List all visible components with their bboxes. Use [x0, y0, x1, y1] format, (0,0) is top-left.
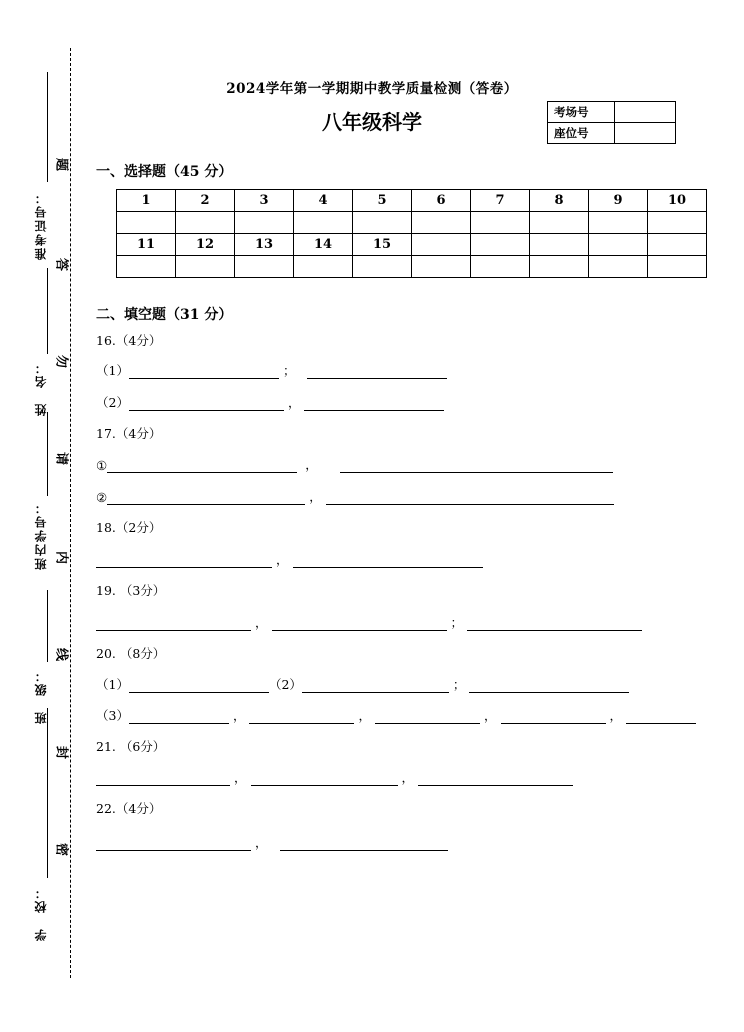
separator: ； — [450, 615, 464, 630]
circled-number: ① — [96, 458, 108, 473]
answer-blank[interactable] — [96, 771, 230, 786]
separator: ； — [282, 363, 296, 378]
name-field[interactable] — [47, 268, 48, 354]
class-field[interactable] — [47, 590, 48, 662]
separator: ， — [287, 395, 301, 410]
binding-dashed-line — [70, 48, 71, 978]
answer-cell[interactable] — [353, 256, 412, 278]
question-20-row-1 — [96, 675, 629, 693]
answer-blank[interactable] — [340, 458, 613, 473]
separator: ， — [255, 615, 268, 630]
question-number: 7 — [471, 190, 530, 212]
question-number: 9 — [589, 190, 648, 212]
answer-grid — [116, 189, 707, 278]
answer-cell[interactable] — [589, 212, 648, 234]
question-number — [412, 234, 471, 256]
name-label: 姓 名： — [34, 360, 48, 416]
answer-blank[interactable] — [307, 364, 447, 379]
exam-title: 2024学年第一学期期中教学质量检测（答卷） — [226, 81, 518, 97]
answer-blank[interactable] — [501, 709, 606, 724]
answer-cell[interactable] — [530, 256, 589, 278]
answer-blank[interactable] — [418, 771, 573, 786]
part-label: （3） — [96, 708, 129, 723]
school-field[interactable] — [47, 708, 48, 878]
answer-blank[interactable] — [249, 709, 354, 724]
question-17-row-1 — [96, 455, 613, 473]
answer-cell[interactable] — [648, 212, 707, 234]
separator: ， — [305, 457, 318, 472]
question-19-header: 19. （3分） — [96, 583, 166, 598]
separator: ， — [483, 708, 497, 723]
answer-cell[interactable] — [294, 256, 353, 278]
answer-blank[interactable] — [96, 616, 251, 631]
answer-blank[interactable] — [469, 678, 629, 693]
question-number: 10 — [648, 190, 707, 212]
answer-blank[interactable] — [251, 771, 398, 786]
answer-blank[interactable] — [129, 364, 279, 379]
answer-blank[interactable] — [293, 553, 483, 568]
room-number-label: 考场号 — [548, 102, 615, 123]
question-number: 15 — [353, 234, 412, 256]
separator: ， — [358, 708, 371, 723]
part-label: （2） — [96, 395, 129, 410]
question-18-row — [96, 550, 483, 568]
answer-blank[interactable] — [107, 458, 297, 473]
question-number: 14 — [294, 234, 353, 256]
subject-title: 八年级科学 — [322, 110, 422, 134]
seat-number-label: 座位号 — [548, 123, 615, 144]
answer-blank[interactable] — [129, 678, 269, 693]
question-20-header: 20. （8分） — [96, 646, 166, 661]
separator: ， — [401, 770, 415, 785]
answer-cell[interactable] — [294, 212, 353, 234]
class-label: 班 级： — [34, 668, 48, 724]
answer-cell[interactable] — [353, 212, 412, 234]
seal-word: 答 — [53, 257, 69, 271]
seal-word: 线 — [53, 647, 69, 661]
answer-blank[interactable] — [326, 490, 614, 505]
question-21-row — [96, 768, 573, 786]
question-number — [471, 234, 530, 256]
question-16-header: 16.（4分） — [96, 333, 162, 348]
answer-cell[interactable] — [412, 212, 471, 234]
section-multiple-choice-title: 一、选择题（45 分） — [96, 164, 233, 180]
answer-blank[interactable] — [107, 490, 305, 505]
admission-number-label: 准考证号： — [34, 190, 48, 260]
answer-cell[interactable] — [412, 256, 471, 278]
answer-cell[interactable] — [235, 212, 294, 234]
question-number: 1 — [117, 190, 176, 212]
seal-word: 勿 — [53, 354, 69, 368]
answer-cell[interactable] — [176, 212, 235, 234]
question-number: 11 — [117, 234, 176, 256]
separator: ； — [452, 677, 466, 692]
separator: ， — [232, 708, 246, 723]
question-number — [648, 234, 707, 256]
answer-blank[interactable] — [302, 678, 449, 693]
part-label: （2） — [268, 677, 302, 692]
answer-cell[interactable] — [648, 256, 707, 278]
answer-blank[interactable] — [626, 709, 696, 724]
question-number: 6 — [412, 190, 471, 212]
seal-word: 请 — [53, 451, 69, 465]
question-16-row-2 — [96, 393, 444, 411]
seal-word: 题 — [53, 157, 69, 171]
seal-word: 封 — [53, 745, 69, 759]
question-number: 4 — [294, 190, 353, 212]
answer-blank[interactable] — [280, 836, 448, 851]
seal-word: 内 — [53, 550, 69, 564]
separator: ， — [255, 835, 268, 850]
class-number-label: 班内学号： — [34, 500, 48, 570]
answer-cell[interactable] — [176, 256, 235, 278]
answer-cell[interactable] — [589, 256, 648, 278]
circled-number: ② — [96, 490, 108, 505]
question-19-row — [96, 613, 642, 631]
question-number: 3 — [235, 190, 294, 212]
answer-blank[interactable] — [304, 396, 444, 411]
answer-cell[interactable] — [471, 256, 530, 278]
answer-cell[interactable] — [471, 212, 530, 234]
question-number — [589, 234, 648, 256]
question-22-row — [96, 833, 448, 851]
answer-cell[interactable] — [235, 256, 294, 278]
question-number: 5 — [353, 190, 412, 212]
answer-blank[interactable] — [129, 396, 284, 411]
answer-cell[interactable] — [530, 212, 589, 234]
answer-blank[interactable] — [272, 616, 447, 631]
question-17-header: 17.（4分） — [96, 426, 162, 441]
room-number-field[interactable] — [615, 102, 676, 123]
answer-blank[interactable] — [96, 836, 251, 851]
answer-cell[interactable] — [117, 212, 176, 234]
seat-box — [547, 101, 676, 144]
part-label: （1） — [96, 363, 129, 378]
answer-blank[interactable] — [467, 616, 642, 631]
question-16-row-1 — [96, 361, 447, 379]
school-label: 学 校： — [34, 885, 48, 941]
seal-word: 密 — [53, 842, 69, 856]
part-label: （1） — [96, 677, 129, 692]
answer-blank[interactable] — [96, 553, 272, 568]
question-number: 13 — [235, 234, 294, 256]
separator: ， — [609, 708, 623, 723]
question-17-row-2 — [96, 487, 614, 505]
question-number: 2 — [176, 190, 235, 212]
separator: ， — [234, 770, 247, 785]
answer-blank[interactable] — [375, 709, 480, 724]
question-20-row-2 — [96, 706, 696, 724]
question-18-header: 18.（2分） — [96, 520, 162, 535]
answer-cell[interactable] — [117, 256, 176, 278]
question-number — [530, 234, 589, 256]
separator: ， — [276, 552, 289, 567]
question-number: 12 — [176, 234, 235, 256]
question-21-header: 21. （6分） — [96, 739, 166, 754]
seat-number-field[interactable] — [615, 123, 676, 144]
section-fill-blank-title: 二、填空题（31 分） — [96, 307, 233, 323]
separator: ， — [309, 489, 322, 504]
question-22-header: 22.（4分） — [96, 801, 162, 816]
answer-blank[interactable] — [129, 709, 229, 724]
class-number-field[interactable] — [47, 412, 48, 496]
question-number: 8 — [530, 190, 589, 212]
